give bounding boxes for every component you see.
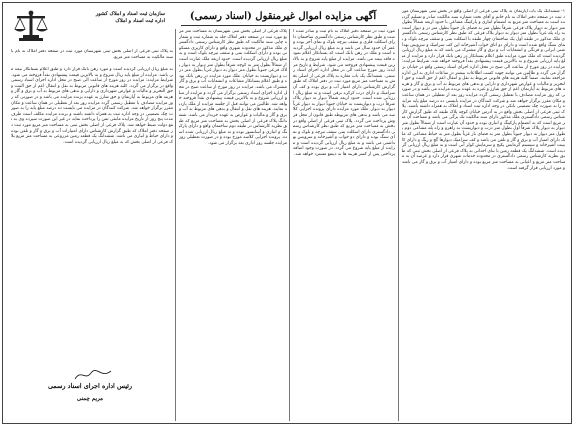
column-divider: [289, 29, 290, 421]
signer-title: رئیس اداره اجرای اسناد رسمی: [47, 382, 132, 390]
column-divider: [398, 29, 399, 421]
signature-icon: [73, 367, 113, 383]
emblem-icon: [9, 9, 53, 47]
title-rule: [181, 25, 387, 26]
text-column-3: پلاک فرعی از اصلی بخش ثبتی شهرستان به مساحت متر مربع مورد ثبت در صفحه دفتر املاک جلد به شماره ثبت و شماره چاپی سند مالکیت که طبق نظر کارشناس رسمی دادگستری ملک مذکور در محدوده شهری واقع و دارای کاربری مسکونی بوده و دارای اسکلت بتنی و سقف تیرچه بلوک است و به مبلغ ریال ارزیابی گردیده است. حدود اربعه ملک عبارت است از شمالاً بطول متر به کوچه شرقاً بطول متر دیوار به دیوار پلاک فرعی جنوباً بطول متر دیوار به دیوار غرباً بطول متر درب و دیواریست به خیابان. ملک مورد مزایده در رهن بانک بوده و طبق اعلام بستانکار مشاعات و انشعابات آب و برق و گاز مشترک می باشد. مزایده در روز مورخ از ساعت صبح در محل اداره اجرای اسناد رسمی برگزار می گردد و مزایده از مبلغ ارزیابی شروع و به بالاترین قیمت پیشنهادی نقداً فروخته خواهد شد. طالبین می توانند قبل از جلسه مزایده از ملک بازدید نمایند. هزینه های نقل و انتقال و بدهی های مربوط به آب و برق و گاز و مالیات و عوارض به عهده خریدار می باشد. ششدانگ پلاک فرعی از اصلی بخش به مساحت متر مربع که طبق نظریه کارشناس در طبقه دوم ساختمان واقع و دارای پارکینگ و انباری و آسانسور بوده و به مبلغ ریال ارزیابی شده است. پرونده اجرایی کلاسه مورخ بوده و در صورت تعطیلی روز مزایده جلسه روز اداری بعد برگزار می شود.: [179, 29, 287, 146]
column-divider: [175, 29, 176, 421]
notice-page: [2, 2, 572, 424]
text-column-4: به مبلغ ریال ارزیابی گردیده است و مورد رهن بانک قرار دارد و طبق اعلام بستانکار بیمه می باشد. مزایده از مبلغ پایه ریال شروع و به بالاترین قیمت پیشنهادی نقداً فروخته می شود. شرایط مزایده: مزایده در روز مورخ از ساعت الی صبح در محل اداره اجرای اسناد رسمی واقع در برگزار می گردد. کلیه هزینه های قانونی مربوط به نقل و انتقال اعم از حق الثبت و حق التحریر و مالیات و عوارض شهرداری و دارایی و بدهی های مربوط به آب و برق و گاز و هزینه های مربوط به آپارتمان و حق شارژ به عهده برنده مزایده می باشد و در صورتی که روز مزایده مصادف با تعطیل رسمی گردد مزایده روز بعد از تعطیلی در همان ساعت و مکان مقرر برگزار خواهد شد. شرکت کنندگان در مزایده می بایست ده درصد مبلغ پایه را به صورت چک تضمینی در وجه اداره ثبت به همراه داشته باشند و برنده مزایده مکلف است ظرف مدت پنج روز از تاریخ مزایده مابقی ثمن را پرداخت نماید در غیر این صورت سپرده وی به نفع دولت ضبط خواهد شد. پلاک فرعی از اصلی بخش ثبتی به مساحت متر مربع مورد ثبت در صفحه دفتر املاک که طبق گزارش کارشناس دارای امتیازات آب و برق و گاز و تلفن بوده و دارای حیاط و انباری می باشد. ششدانگ یک قطعه زمین مزروعی به مساحت متر مربع پلاک فرعی از اصلی بخش که به مبلغ ریال ارزیابی گردیده است.: [11, 67, 173, 145]
text-column-1: ۱- ششدانگ یک باب آپارتمان به پلاک ثبتی فرعی از اصلی واقع در بخش ثبتی شهرستان مورد ثبت در صفحه دفتر املاک به نام خانم و آقای تحت شماره سند مالکیت صادر و تسلیم گردیده است به مساحت متر مربع به انضمام انباری و پارکینگ مشاعی با حدود اربعه شمالاً بطول متر دیوار به دیوار پلاک فرعی شرقاً بطول متر به فضای باز جنوباً بطول متر در و دیوار است به راه پله غرباً بطول متر دیوار به دیوار پلاک فرعی که طبق نظر کارشناس رسمی دادگستری ملک مذکور در طبقه اول یک ساختمان چهار طبقه با اسکلت بتنی و سقف تیرچه بلوک و نمای سنگ واقع شده است و دارای دو اتاق خواب آشپزخانه اپن کف سرامیک و سرویس بهداشتی ایرانی و فرنگی و انشعابات آب و برق و گاز مشترک می باشد که به مبلغ ریال ارزیابی گردیده است که ملک مورد مزایده طبق اعلام بستانکار در رهن بانک قرار دارد و مزایده از مبلغ پایه ارزیابی شروع و به بالاترین قیمت پیشنهادی نقداً فروخته خواهد شد. شرایط مزایده: مزایده در روز مورخ از ساعت الی صبح در محل اداره اجرای اسناد رسمی واقع در خیابان برگزار می گردد و طالبین می توانند جهت کسب اطلاعات بیشتر در ساعات اداری به این اداره مراجعه نمایند. ضمناً کلیه هزینه های قانونی مربوط به نقل و انتقال اعم از حق الثبت و حق التحریر و مالیات و عوارض شهرداری و دارایی و بدهی های مربوط به آب و برق و گاز و هزینه های مربوط به آپارتمان اعم از حق شارژ و غیره به عهده برنده مزایده می باشد و در صورتی که روز مزایده مصادف با تعطیل رسمی گردد مزایده روز بعد از تعطیلی در همان ساعت و مکان مقرر برگزار خواهد شد و شرکت کنندگان در مزایده بایستی ده درصد مبلغ پایه مزایده را به صورت چک تضمینی بانکی در وجه اداره ثبت اسناد و املاک به همراه داشته باشند. پلاک ثبتی فرعی از اصلی بخش واقع در به آدرس خیابان کوچه پلاک طبقه که طبق گزارش کارشناس رسمی دادگستری ملک مذکور دارای سند مالکیت تک برگی می باشد و مساحت آن متر مربع است که به انضمام پارکینگ و انباری بوده و حدود آن عبارت است از شمالاً بطول متر دیوار به دیوار پلاک شرقاً اول بطول متر درب و دیواریست به راهرو و راه پله مشاعی دوم بطول متر دیوار به دیوار جنوباً بطول متر به فضای باز غرباً بطول متر به حیاط مشاعی که ملک دارای امتیاز آب و برق و گاز و تلفن می باشد و کف سرامیک دیوارها گچ و رنگ و دارای کابینت آشپزخانه و سیستم گرمایش پکیج و سرمایش کولر آبی است و به مبلغ ریال ارزیابی گردیده است. ششدانگ یک قطعه زمین با بنای احداثی به پلاک فرعی از اصلی بخش ثبتی که طبق نظریه کارشناس رسمی دادگستری در محدوده خدمات شهری قرار دارد و عرصه آن به مساحت متر مربع و اعیانی به مساحت متر مربع بوده و دارای امتیاز آب و برق و گاز می باشد و مورد ارزیابی قرار گرفته است.: [402, 9, 565, 171]
notice-title: آگهی مزایده اموال غیرمنقول (اسناد رسمی): [189, 11, 377, 22]
text-column-4-intro: به پلاک ثبتی فرعی از اصلی بخش ثبتی شهرستان مورد ثبت در صفحه دفتر املاک به نام با سند مالکیت به مساحت متر مربع.: [11, 49, 173, 60]
organization-name-text: سازمان ثبت اسناد و املاک کشور اداره ثبت اسناد و املاک: [95, 11, 165, 24]
text-column-2: مورد ثبت در صفحه دفتر املاک به نام ثبت و صادر شده است و طبق نظر کارشناس رسمی دادگستری ساختمان دارای اسکلت فلزی و سقف تیرچه بلوک و نمای آجر بوده و عمر آن حدود سال می باشد و به مبلغ ریال ارزیابی گردیده است و ملک در رهن بانک است که بستانکار اعلام نموده فاقد بیمه می باشد. مزایده از مبلغ پایه شروع و به بالاترین قیمت پیشنهادی فروخته می شود. شرایط و تاریخ مزایده: روز مورخ ساعت الی در محل اداره اجرای اسناد رسمی. ششدانگ یک باب مغازه به پلاک فرعی از اصلی بخش به مساحت متر مربع مورد ثبت در دفتر املاک که طبق گزارش کارشناس دارای امتیاز آب و برق بوده و کف آن سرامیک و دارای درب کرکره برقی است و به مبلغ ریال ارزیابی شده است. حدود اربعه شمالاً دیوار به دیوار پلاک شرقاً درب و دیواریست به خیابان جنوباً دیوار به دیوار غرباً دیوار به دیوار. ملک مورد مزایده دارای پرونده اجرایی کلاسه می باشد و بدهی های مربوطه طبق قانون از محل فروش پرداخت می گردد. پلاک ثبتی فرعی از اصلی واقع در بخش به مساحت متر مربع که طبق نظر کارشناس رسمی دادگستری دارای اسکلت بتنی سقف تیرچه و بلوک و نمای سنگ بوده و دارای دو خواب و آشپزخانه و سرویس بهداشتی می باشد و به مبلغ ریال ارزیابی گردیده است و مزایده از مبلغ پایه شروع می گردد. در صورت وجود اضافه پرداختی پس از کسر هزینه ها به ذینفع مسترد خواهد شد.: [293, 29, 395, 158]
signer-name: مریم چمنی: [76, 396, 104, 402]
organization-name: [53, 11, 165, 41]
